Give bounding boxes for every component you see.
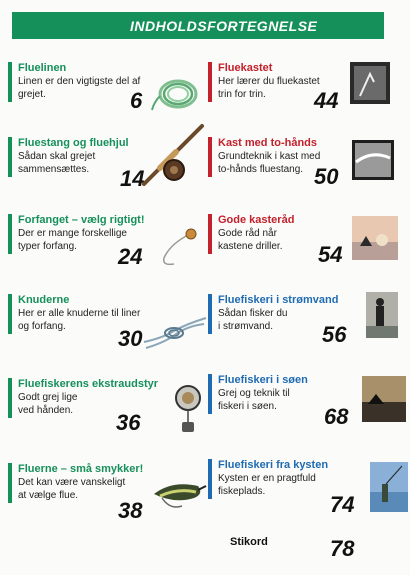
entry-description: Kysten er en pragtfuld fiskeplads. (218, 473, 316, 497)
entry-title: Fluekastet (218, 62, 273, 74)
entry-title: Kast med to-hånds (218, 137, 318, 149)
leader-icon (150, 224, 202, 268)
page-title: INDHOLDSFORTEGNELSE (130, 17, 318, 34)
entry-title: Fluelinen (18, 62, 67, 74)
page-number: 24 (118, 244, 143, 269)
entry-description: Grundteknik i kast med to-hånds fluestang. (218, 151, 321, 175)
section-bar (208, 294, 212, 334)
entry-title: Forfanget – vælg rigtigt! (18, 214, 145, 226)
entry-description: Gode råd når kastene driller. (218, 228, 283, 252)
section-bar (208, 137, 212, 177)
fly-icon (148, 476, 210, 516)
section-bar (208, 459, 212, 499)
page-number: 38 (118, 498, 143, 523)
lake-boat-photo (362, 376, 406, 422)
section-bar (8, 62, 12, 102)
coiled-line-icon (150, 72, 200, 114)
page-number: 54 (318, 242, 343, 267)
page-number: 6 (130, 88, 143, 113)
section-bar (8, 137, 12, 177)
spey-cast-photo (352, 140, 394, 180)
river-angler-photo (366, 292, 398, 338)
entry-title: Fluestang og fluehjul (18, 137, 129, 149)
entry-title: Gode kasteråd (218, 214, 295, 226)
entry-title: Fluerne – små smykker! (18, 463, 144, 475)
section-bar (208, 62, 212, 102)
entry-title: Fluefiskerens ekstraudstyr (18, 378, 159, 390)
rod-and-reel-icon (140, 122, 206, 188)
entry-title: Fluefiskeri fra kysten (218, 459, 329, 471)
casting-photo (350, 62, 390, 104)
page-number: 14 (120, 166, 145, 191)
header-banner (12, 12, 384, 39)
entry-description: Linen er den vigtigste del af grejet. (18, 76, 141, 100)
page-number: 68 (324, 404, 349, 429)
page-number: 30 (118, 326, 143, 351)
section-bar (8, 214, 12, 254)
retractor-icon (168, 380, 208, 436)
entry-description: Sådan fisker du i strømvand. (218, 308, 288, 332)
entry-title: Fluefiskeri i søen (218, 374, 308, 386)
page-number: 44 (314, 88, 339, 113)
section-bar (8, 378, 12, 418)
section-bar (208, 214, 212, 254)
page-number: 36 (116, 410, 141, 435)
page-number: 56 (322, 322, 347, 347)
entry-description: Det kan være vanskeligt at vælge flue. (18, 477, 126, 501)
coast-angler-photo (370, 462, 408, 512)
section-bar (8, 463, 12, 503)
entry-description: Godt grej lige ved hånden. (18, 392, 78, 416)
entry-description: Der er mange forskellige typer forfang. (18, 228, 127, 252)
entry-description: Her er alle knuderne til liner og forfang. (18, 308, 141, 332)
knot-icon (142, 312, 208, 356)
entry-description: Grej og teknik til fiskeri i søen. (218, 388, 290, 412)
section-bar (208, 374, 212, 414)
entry-description: Sådan skal grejet sammensættes. (18, 151, 96, 175)
index-page-number: 78 (330, 536, 355, 561)
index-label[interactable]: Stikord (230, 536, 268, 548)
page-number: 74 (330, 492, 355, 517)
sunset-angler-photo (352, 216, 398, 260)
page-number: 50 (314, 164, 339, 189)
section-bar (8, 294, 12, 334)
entry-title: Knuderne (18, 294, 70, 306)
entry-title: Fluefiskeri i strømvand (218, 294, 339, 306)
entry-description: Her lærer du fluekastet trin for trin. (218, 76, 320, 100)
